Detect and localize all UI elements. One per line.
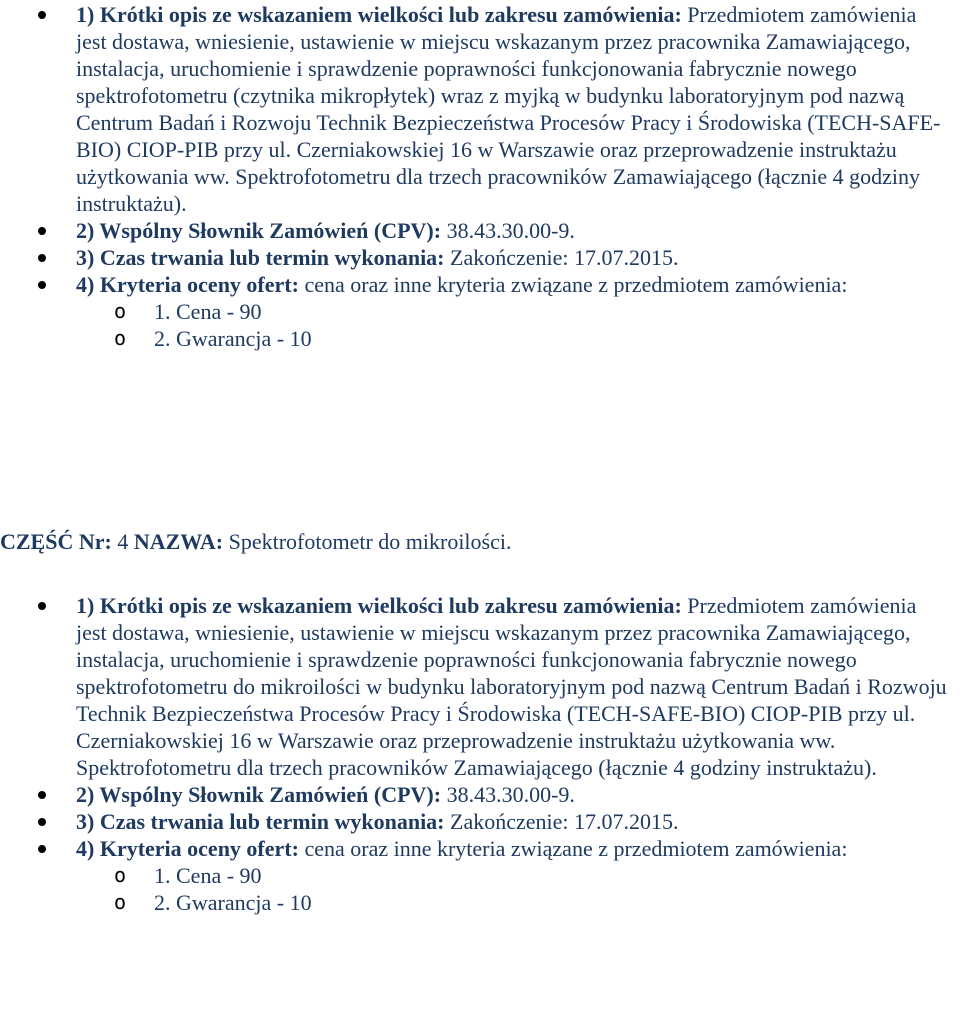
cpv-item — [0, 217, 960, 244]
part-3-details — [0, 1, 960, 352]
criteria-item — [0, 271, 960, 298]
details-list — [0, 1, 960, 298]
description-label: 1) Krótki opis ze wskazaniem wielkości lub zakresu zamówienia: — [76, 2, 682, 27]
cpv-item — [0, 781, 960, 808]
details-list — [0, 592, 960, 862]
part-number: 4 — [111, 529, 134, 554]
deadline-label: 3) Czas trwania lub termin wykonania: — [76, 809, 445, 834]
criterion-price: o 1. Cena - 90 — [0, 862, 960, 889]
criteria-item — [0, 835, 960, 862]
cpv-code: 38.43.30.00-9. — [441, 218, 575, 243]
cpv-code: 38.43.30.00-9. — [441, 782, 575, 807]
deadline-item — [0, 244, 960, 271]
criterion-price: o 1. Cena - 90 — [0, 298, 960, 325]
deadline-value: Zakończenie: 17.07.2015. — [444, 245, 679, 270]
criterion-warranty: o 2. Gwarancja - 10 — [0, 325, 960, 352]
criterion-warranty: o 2. Gwarancja - 10 — [0, 889, 960, 916]
part-number-label: CZĘŚĆ Nr: — [0, 529, 112, 554]
part-heading — [0, 528, 960, 555]
description-label: 1) Krótki opis ze wskazaniem wielkości lub zakresu zamówienia: — [76, 593, 682, 618]
part-name-label: NAZWA: — [133, 529, 224, 554]
description-item — [0, 592, 960, 781]
cpv-label: 2) Wspólny Słownik Zamówień (CPV): — [76, 782, 442, 807]
deadline-label: 3) Czas trwania lub termin wykonania: — [76, 245, 445, 270]
deadline-item — [0, 808, 960, 835]
description-text: Przedmiotem zamówienia jest dostawa, wniesienie, ustawienie w miejscu wskazanym przez pracownika Zamawiającego, instalacja, uruchomienie i sprawdzenie poprawności funkcjonowania fabrycznie nowego spektrofotometru (czytnika mikropłytek) wraz z myjką w budynku laboratoryjnym pod nazwą Centrum Badań i Rozwoju Technik Bezpieczeństwa Procesów Pracy i Środowiska (TECH-SAFE-BIO) CIOP-PIB przy ul. Czerniakowskiej 16 w Warszawie oraz przeprowadzenie instruktażu użytkowania ww. Spektrofotometru dla trzech pracowników Zamawiającego (łącznie 4 godziny instruktażu). — [76, 2, 941, 216]
cpv-label: 2) Wspólny Słownik Zamówień (CPV): — [76, 218, 442, 243]
deadline-value: Zakończenie: 17.07.2015. — [444, 809, 679, 834]
criteria-label: 4) Kryteria oceny ofert: — [76, 272, 299, 297]
part-name: Spektrofotometr do mikroilości. — [223, 529, 512, 554]
criteria-text: cena oraz inne kryteria związane z przedmiotem zamówienia: — [298, 836, 848, 861]
criteria-label: 4) Kryteria oceny ofert: — [76, 836, 299, 861]
criteria-list — [0, 298, 960, 352]
description-text: Przedmiotem zamówienia jest dostawa, wniesienie, ustawienie w miejscu wskazanym przez pracownika Zamawiającego, instalacja, uruchomienie i sprawdzenie poprawności funkcjonowania fabrycznie nowego spektrofotometru do mikroilości w budynku laboratoryjnym pod nazwą Centrum Badań i Rozwoju Technik Bezpieczeństwa Procesów Pracy i Środowiska (TECH-SAFE-BIO) CIOP-PIB przy ul. Czerniakowskiej 16 w Warszawie oraz przeprowadzenie instruktażu użytkowania ww. Spektrofotometru dla trzech pracowników Zamawiającego (łącznie 4 godziny instruktażu). — [76, 593, 947, 780]
part-4-details — [0, 592, 960, 916]
criteria-list — [0, 862, 960, 916]
criteria-text: cena oraz inne kryteria związane z przedmiotem zamówienia: — [298, 272, 848, 297]
description-item — [0, 1, 960, 217]
